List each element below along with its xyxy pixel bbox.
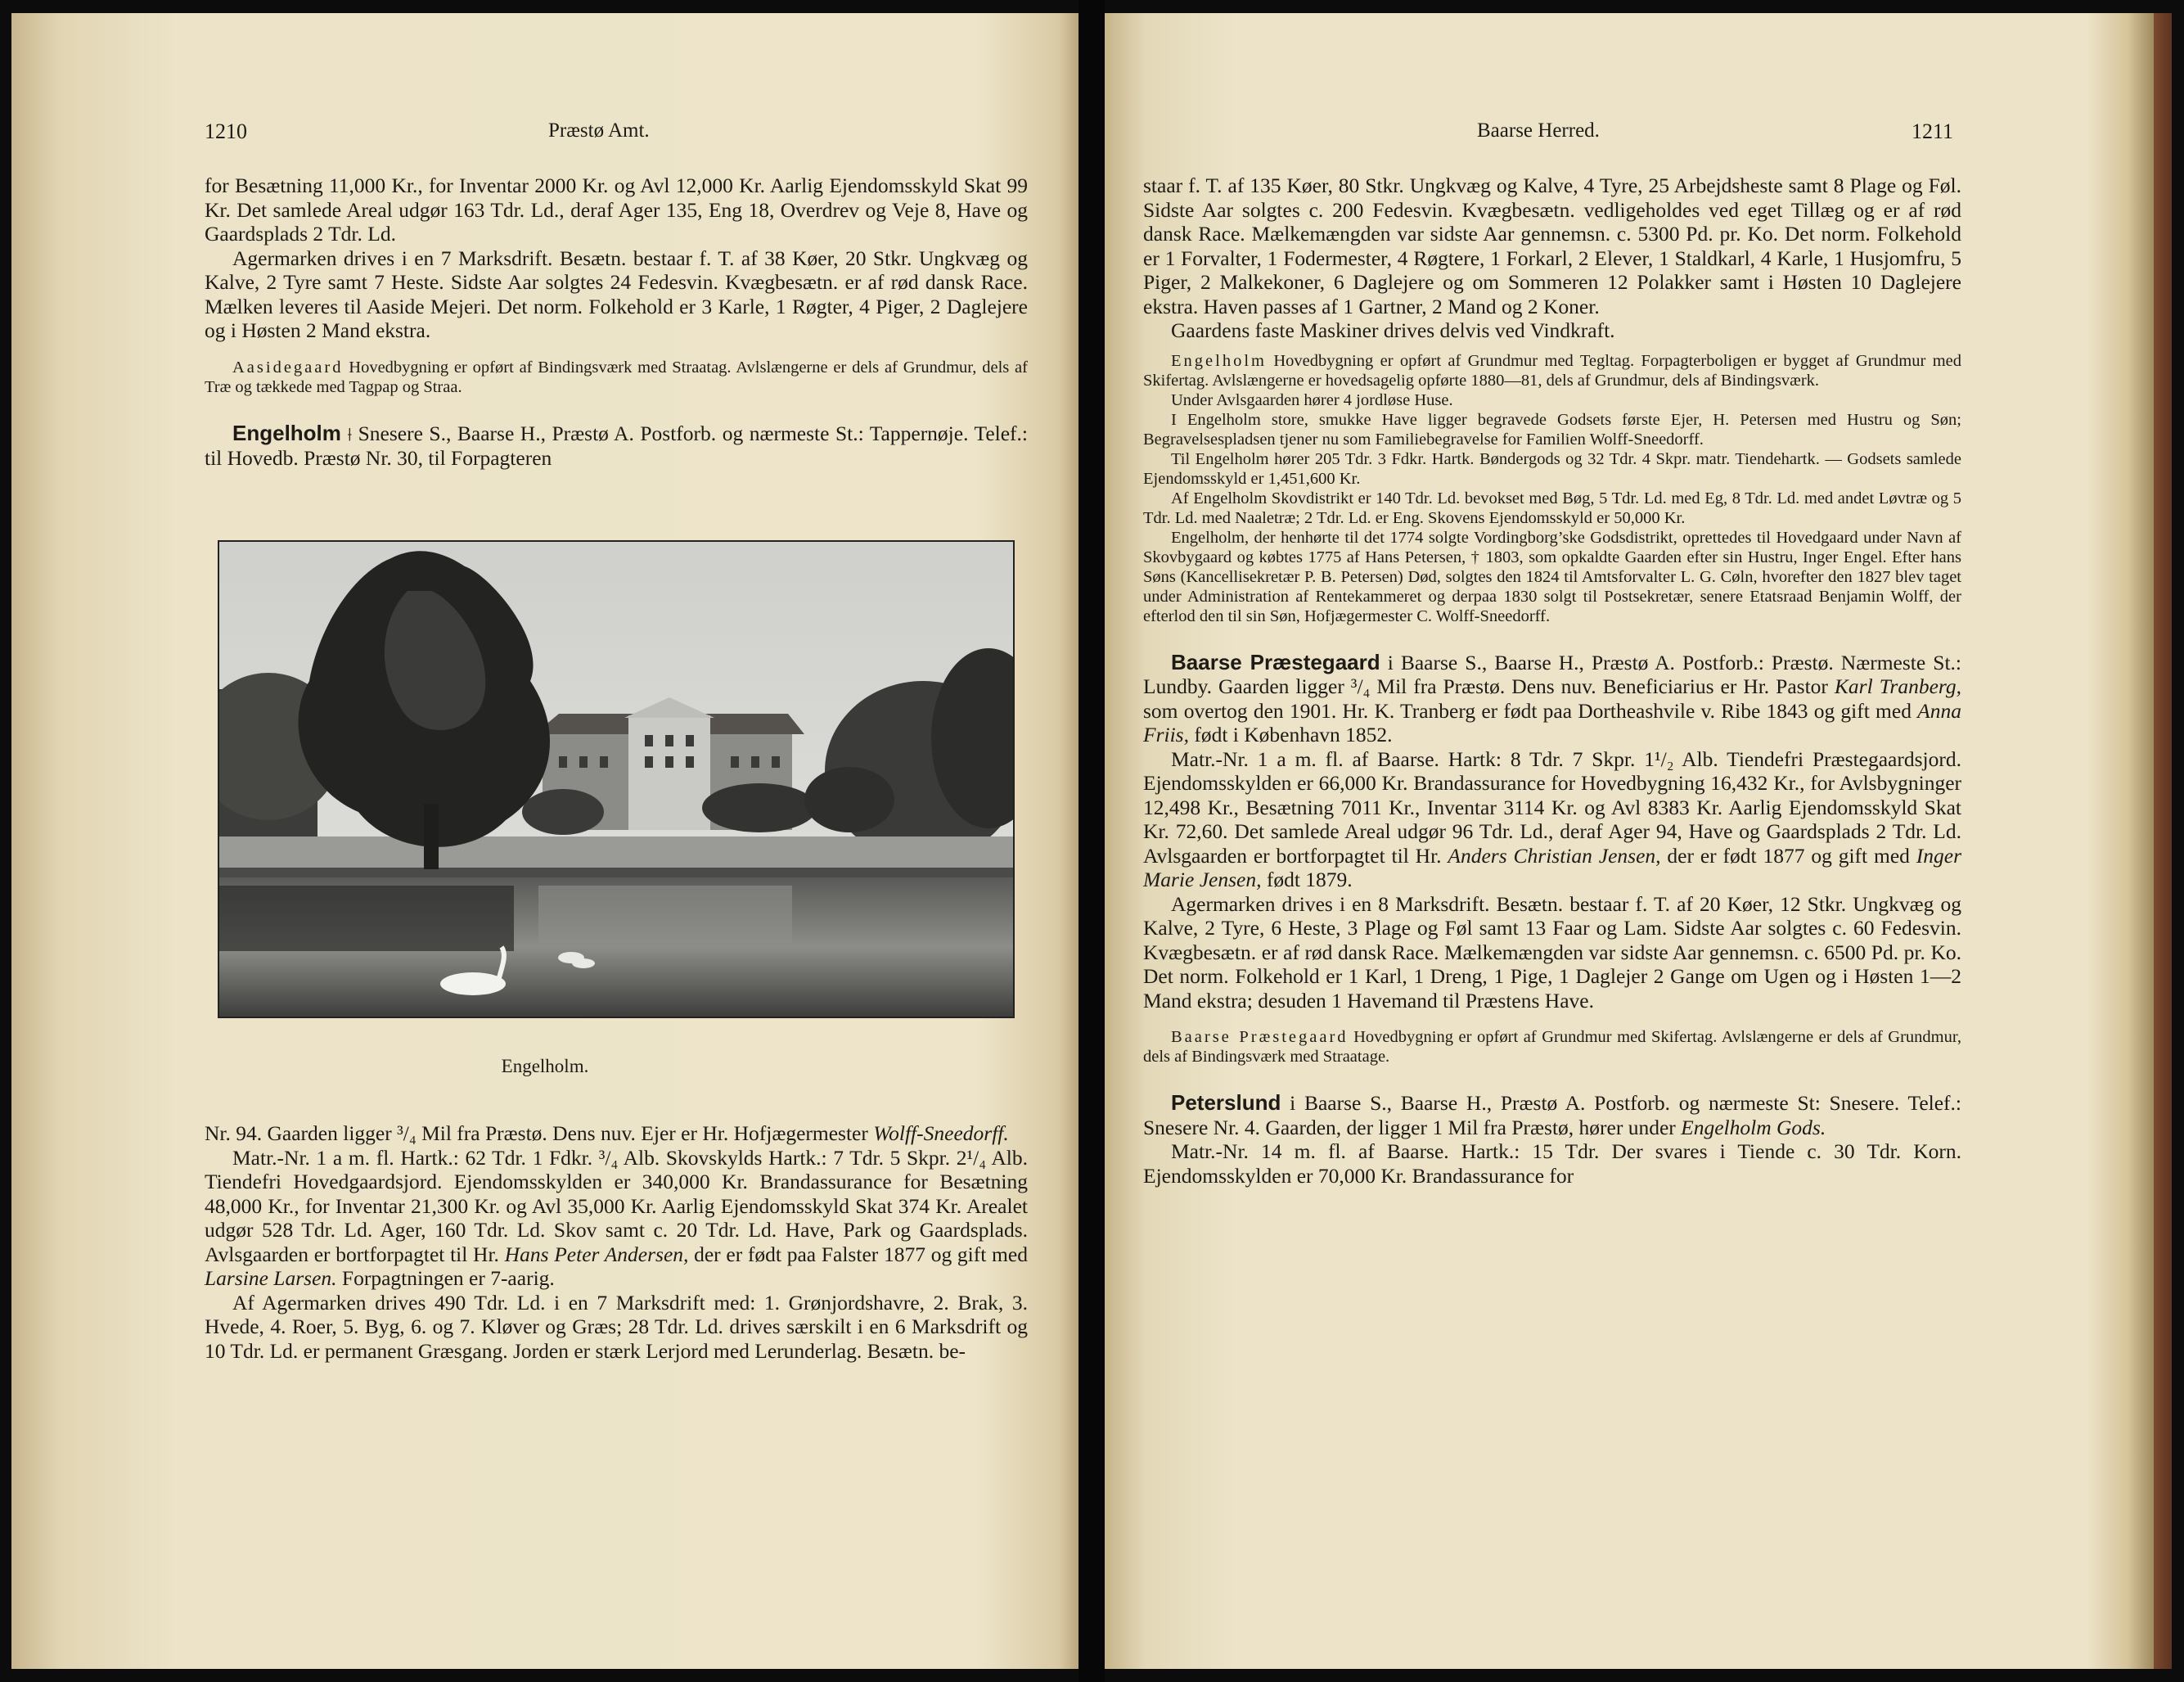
right-page-number: 1211 <box>1912 119 1954 143</box>
right-column <box>1143 174 1961 1188</box>
entry-name: Engelholm <box>232 420 341 445</box>
paragraph: Matr.-Nr. 1 a m. fl. Hartk.: 62 Tdr. 1 Fdkr. ³/₄ Alb. Skovskylds Hartk.: 7 Tdr. 5 Skpr. 2¹/₄ Alb. Tiendefri Hovedgaardsjord. Ejendomsskylden er 340,000 Kr. Brandassurance for Besætning 48,000 Kr., for Inventar 21,300 Kr. og Avl 35,000 Kr. Aarlig Ejendomsskyld Skat 374 Kr. Arealet udgør 528 Tdr. Ld. Ager, 160 Tdr. Ld. Skov samt c. 20 Tdr. Ld. Have, Park og Gaardsplads. Avlsgaarden er bortforpagtet til Hr. Hans Peter Andersen, der er født paa Falster 1877 og gift med Larsine Larsen. Forpagtningen er 7-aarig. <box>205 1145 1028 1290</box>
entry-peterslund: Peterslund i Baarse S., Baarse H., Præstø A. Postforb. og nærmeste St: Snesere. Telef.: Snesere Nr. 4. Gaarden, der ligger 1 Mil fra Præstø, hører under Engelholm Gods. <box>1143 1090 1961 1139</box>
entry-name: Baarse Præstegaard <box>1171 649 1380 674</box>
footnote: I Engelholm store, smukke Have ligger begravede Godsets første Ejer, H. Petersen med Hustru og Søn; Begravelsespladsen tjener nu som Familiebegravelse for Familien Wolff-Sneedorff. <box>1143 410 1961 449</box>
paragraph: for Besætning 11,000 Kr., for Inventar 2000 Kr. og Avl 12,000 Kr. Aarlig Ejendomsskyld Skat 99 Kr. Det samlede Areal udgør 163 Tdr. Ld., deraf Ager 135, Eng 18, Overdrev og Veje 8, Have og Gaardsplads 2 Tdr. Ld. <box>205 174 1028 246</box>
paragraph: staar f. T. af 135 Køer, 80 Stkr. Ungkvæg og Kalve, 4 Tyre, 25 Arbejdsheste samt 8 Plage og Føl. Sidste Aar solgtes c. 200 Fedesvin. Kvægbesætn. vedligeholdes ved eget Tillæg og er af rød dansk Race. Mælkemængden var sidste Aar gennemsn. c. 5300 Pd. pr. Ko. Det norm. Folkehold er 1 Forvalter, 1 Fodermester, 4 Røgtere, 1 Forkarl, 2 Elever, 1 Staldkarl, 4 Karle, 1 Husjomfru, 5 Piger, 2 Malkekoner, 6 Daglejere og om Sommeren 12 Polakker samt i Høsten 10 Daglejere ekstra. Haven passes af 1 Gartner, 2 Mand og 2 Koner. <box>1143 174 1961 318</box>
paragraph: Matr.-Nr. 14 m. fl. af Baarse. Hartk.: 15 Tdr. Der svares i Tiende c. 30 Tdr. Korn. Ejendomsskylden er 70,000 Kr. Brandassurance for <box>1143 1139 1961 1188</box>
left-page <box>11 13 1078 1669</box>
engelholm-photo <box>218 540 1015 1018</box>
paragraph: Matr.-Nr. 1 a m. fl. af Baarse. Hartk: 8 Tdr. 7 Skpr. 1¹/₂ Alb. Tiendefri Præstegaardsjord. Ejendomsskylden er 66,000 Kr. Brandassurance for Hovedbygning 16,432 Kr., for Avlsbygninger 12,498 Kr., Besætning 7011 Kr., Inventar 3114 Kr. og Avl 8383 Kr. Aarlig Ejendomsskyld Skat Kr. 72,60. Det samlede Areal udgør 96 Tdr. Ld., deraf Ager 94, Have og Gaardsplads 2 Tdr. Ld. Avlsgaarden er bortforpagtet til Hr. Anders Christian Jensen, der er født 1877 og gift med Inger Marie Jensen, født 1879. <box>1143 746 1961 891</box>
footnote: Baarse Præstegaard Hovedbygning er opført af Grundmur med Skifertag. Avlslængerne er dels af Grundmur, dels af Bindingsværk med Straatage. <box>1143 1028 1961 1066</box>
entry-engelholm: Engelholm ⟊ Snesere S., Baarse H., Præstø A. Postforb. og nærmeste St.: Tappernøje. Telef.: til Hovedb. Præstø Nr. 30, til Forpagteren <box>205 420 1028 470</box>
right-page <box>1105 13 2154 1669</box>
paragraph: Gaardens faste Maskiner drives delvis ved Vindkraft. <box>1171 318 1615 342</box>
paragraph: Nr. 94. Gaarden ligger ³/₄ Mil fra Præstø. Dens nuv. Ejer er Hr. Hofjægermester Wolff-Sneedorff. <box>205 1121 1009 1145</box>
right-running-head: Baarse Herred. <box>1477 119 1600 142</box>
entry-baarse-praestegaard: Baarse Præstegaard i Baarse S., Baarse H., Præstø A. Postforb.: Præstø. Nærmeste St.: Lundby. Gaarden ligger ³/₄ Mil fra Præstø. Dens nuv. Beneficiarius er Hr. Pastor Karl Tranberg, som overtog den 1901. Hr. K. Tranberg er født paa Dortheashvile v. Ribe 1843 og gift med Anna Friis, født i København 1852. <box>1143 649 1962 746</box>
footnote: Under Avlsgaarden hører 4 jordløse Huse. <box>1171 390 1453 409</box>
left-running-head: Præstø Amt. <box>548 119 650 142</box>
book-edge <box>2154 13 2172 1669</box>
photo-caption: Engelholm. <box>501 1056 589 1076</box>
footnote: Af Engelholm Skovdistrikt er 140 Tdr. Ld. bevokset med Bøg, 5 Tdr. Ld. med Eg, 8 Tdr. Ld. med andet Løvtræ og 5 Tdr. Ld. med Naaletræ; 2 Tdr. Ld. er Eng. Skovens Ejendomsskyld er 50,000 Kr. <box>1143 489 1961 527</box>
left-column-top <box>205 174 1028 471</box>
paragraph: Agermarken drives i en 8 Marksdrift. Besætn. bestaar f. T. af 20 Køer, 12 Stkr. Ungkvæg og Kalve, 2 Tyre, 6 Heste, 3 Plage og Føl samt 13 Faar og Lam. Sidste Aar solgtes c. 60 Fedesvin. Kvægbesætn. er af rød dansk Race. Mælkemængden var sidste Aar gennemsn. c. 6500 Pd. pr. Ko. Det norm. Folkehold er 1 Karl, 1 Dreng, 1 Pige, 1 Daglejer 2 Gange om Ugen og i Høsten 1—2 Mand ekstra; desuden 1 Havemand til Præstens Have. <box>1143 891 1961 1012</box>
left-page-number: 1210 <box>205 119 247 143</box>
paragraph: Agermarken drives i en 7 Marksdrift. Besætn. bestaar f. T. af 38 Køer, 20 Stkr. Ungkvæg og Kalve, 2 Tyre samt 7 Heste. Sidste Aar solgtes 24 Fedesvin. Kvægbesætn. er af rød dansk Race. Mælken leveres til Aaside Mejeri. Det norm. Folkehold er 3 Karle, 1 Røgter, 4 Piger, 2 Daglejere og i Høsten 2 Mand ekstra. <box>205 246 1028 342</box>
entry-name: Peterslund <box>1171 1090 1281 1115</box>
book-spine <box>1078 0 1105 1682</box>
footnote: Til Engelholm hører 205 Tdr. 3 Fdkr. Hartk. Bøndergods og 32 Tdr. 4 Skpr. matr. Tiendehartk. — Godsets samlede Ejendomsskyld er 1,451,600 Kr. <box>1143 449 1961 488</box>
left-column-bottom <box>205 1121 1028 1363</box>
footnote: Engelholm Hovedbygning er opført af Grundmur med Tegltag. Forpagterboligen er bygget af Grundmur med Skifertag. Avlslængerne er hovedsagelig opførte 1880—81, dels af Grundmur, dels af Bindingsværk. <box>1143 351 1961 390</box>
footnote: Engelholm, der henhørte til det 1774 solgte Vordingborg’ske Godsdistrikt, oprettedes til Hovedgaard under Navn af Skovbygaard og købtes 1775 af Hans Petersen, † 1803, som opkaldte Gaarden efter sin Hustru, Inger Engel. Efter hans Søns (Kancellisekretær P. B. Petersen) Død, solgtes den 1824 til Amtsforvalter L. G. Cøln, hvorefter den 1827 blev taget under Administration af Rentekammeret og derpaa 1830 solgt til Postsekretær, senere Etatsraad Benjamin Wolff, der efterlod den til sin Søn, Hofjægermester C. Wolff-Sneedorff. <box>1143 528 1961 625</box>
paragraph: Af Agermarken drives 490 Tdr. Ld. i en 7 Marksdrift med: 1. Grønjordshavre, 2. Brak, 3. Hvede, 4. Roer, 5. Byg, 6. og 7. Kløver og Græs; 28 Tdr. Ld. drives særskilt i en 6 Marksdrift og 10 Tdr. Ld. er permanent Græsgang. Jorden er stærk Lerjord med Lerunderlag. Besætn. be- <box>205 1290 1028 1363</box>
footnote: Aasidegaard Hovedbygning er opført af Bindingsværk med Straatag. Avlslængerne er dels af Grundmur, dels af Træ og tækkede med Tagpap og Straa. <box>205 358 1028 396</box>
